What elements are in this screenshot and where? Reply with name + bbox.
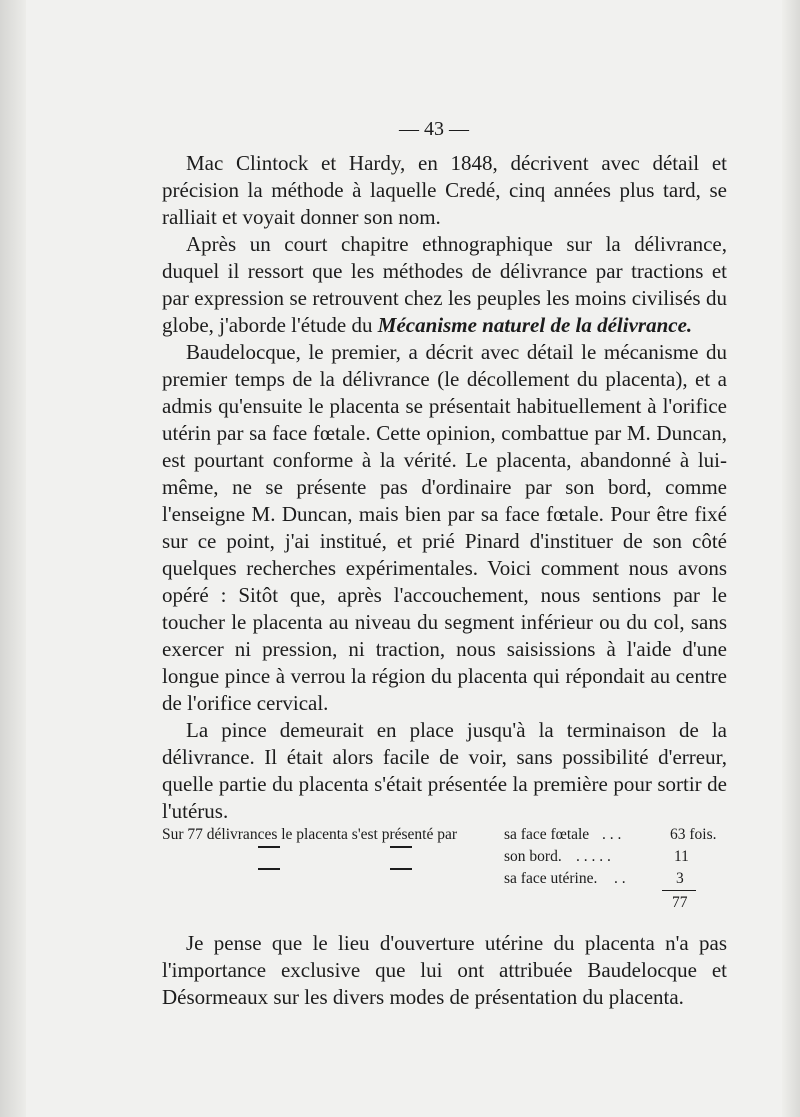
paragraph-4: La pince demeurait en place jusqu'à la terminaison de la délivrance. Il était alors facile de voir, sans possibilité d'erreur, quelle partie du placenta s'était présentée la première pour sortir de l'utérus. — [162, 718, 727, 823]
body-text — [162, 150, 727, 825]
paragraph-2-text: Après un court chapitre ethnographique sur la délivrance, duquel il ressort que les méthodes de délivrance par tractions et par expression se retrouvent chez les peuples les moins civilisés du globe, j'aborde l'étude du — [162, 232, 727, 337]
paragraph-1: Mac Clintock et Hardy, en 1848, décrivent avec détail et précision la méthode à laquelle Credé, cinq années plus tard, se ralliait et voyait donner son nom. — [162, 151, 727, 229]
stats-leader: . . . . . — [576, 848, 611, 865]
paragraph-2 — [162, 231, 727, 339]
stats-leader: . . — [614, 870, 626, 887]
stats-label: son bord. — [504, 848, 562, 865]
stats-total: 77 — [672, 894, 688, 911]
stats-lead: Sur 77 délivrances le placenta s'est présenté par — [162, 826, 458, 843]
paragraph-3: Baudelocque, le premier, a décrit avec détail le mécanisme du premier temps de la délivrance (le décollement du placenta), et a admis qu'ensuite le placenta se présentait habituellement à l'orifice utérin par sa face fœtale. Cette opinion, combattue par M. Duncan, est pourtant conforme à la vérité. Le placenta, abandonné à lui-même, ne se présente pas d'ordinaire par son bord, comme l'enseigne M. Duncan, mais bien par sa face fœtale. Pour être fixé sur ce point, j'ai institué, et prié Pinard d'instituer de son côté quelques recherches expérimentales. Voici comment nous avons opéré : Sitôt que, après l'accouchement, nous sentions par le toucher le placenta au niveau du segment inférieur ou du col, sans exercer ni pression, ni traction, nous saisissions à l'aide d'une longue pince à verrou la région du placenta qui répondait au centre de l'orifice cervical. — [162, 340, 727, 715]
stats-value: 63 fois. — [670, 826, 717, 843]
conclusion-block — [162, 930, 727, 1011]
page-number: — 43 — — [399, 118, 469, 140]
statistics-table — [162, 824, 737, 912]
stats-label: sa face fœtale — [504, 826, 590, 843]
stats-row — [162, 868, 737, 890]
paragraph-5: Je pense que le lieu d'ouverture utérine du placenta n'a pas l'importance exclusive que lui ont attribuée Baudelocque et Désormeaux sur les divers modes de présentation du placenta. — [162, 931, 727, 1009]
stats-leader: . . . — [602, 826, 622, 843]
stats-total-row — [162, 890, 737, 912]
stats-value: 3 — [676, 870, 684, 887]
stats-value: 11 — [674, 848, 689, 865]
stats-row — [162, 824, 737, 846]
page-edge-shadow-right — [782, 0, 800, 1117]
page-edge-shadow-left — [0, 0, 26, 1117]
stats-row — [162, 846, 737, 868]
italic-title: Mécanisme naturel de la délivrance. — [377, 313, 693, 337]
stats-label: sa face utérine. — [504, 870, 598, 887]
sum-rule — [662, 890, 696, 891]
